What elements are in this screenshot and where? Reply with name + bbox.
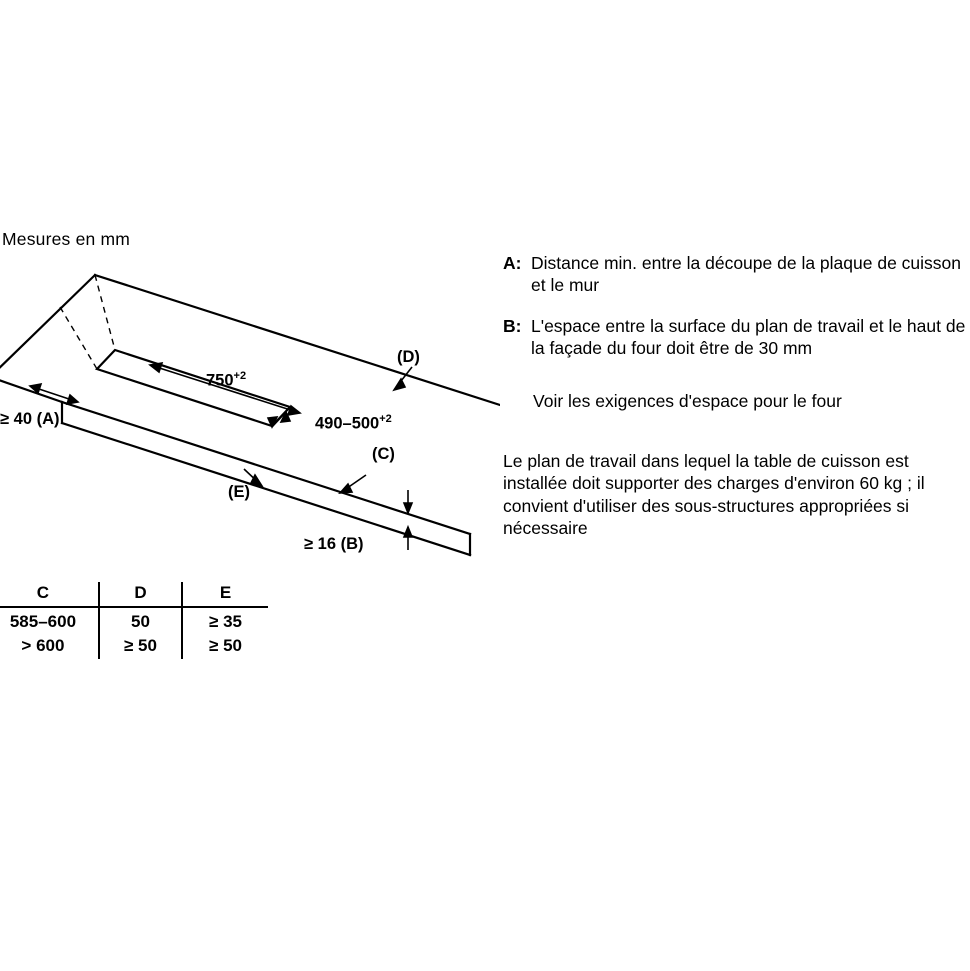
legend-item-a xyxy=(503,252,970,297)
dimension-table-wrapper xyxy=(0,582,268,659)
table-cell-c: 585–600 xyxy=(9,612,77,631)
wall-distance-label: ≥ 40 (A) xyxy=(0,410,60,428)
table-cell-d: ≥ 50 xyxy=(99,635,182,659)
legend-key-b: B: xyxy=(503,315,522,336)
dimension-table xyxy=(0,582,268,659)
callout-d-label: (D) xyxy=(397,348,420,366)
worktop-load-note: Le plan de travail dans lequel la table de cuisson est installée doit supporter des charges d'environ 60 kg ; il convient d'utiliser des sous-structures appropriées si nécessaire xyxy=(503,450,925,539)
worktop-thickness-label: ≥ 16 (B) xyxy=(304,535,364,553)
table-cell-d: 50 xyxy=(99,607,182,635)
cutout-depth-label: $490-500^{+2}$ xyxy=(315,413,392,433)
callout-e-label: (E) xyxy=(228,483,250,501)
legend-text-b: L'espace entre la surface du plan de travail et le haut de la façade du four doit être de 30 mm xyxy=(531,315,966,359)
oven-space-note: Voir les exigences d'espace pour le four xyxy=(533,390,842,411)
legend-text-a: Distance min. entre la découpe de la plaque de cuisson et le mur xyxy=(531,253,961,296)
measures-unit-note: Mesures en mm xyxy=(2,229,131,249)
table-row xyxy=(0,635,268,659)
cutout-width-label: $750^{+2}$ xyxy=(206,370,247,390)
table-header-c: C xyxy=(0,582,99,607)
table-cell-e: ≥ 35 xyxy=(209,612,242,631)
table-header-e: E xyxy=(182,582,268,607)
table-header-row xyxy=(0,582,268,607)
table-cell-e: ≥ 50 xyxy=(209,636,242,655)
legend-key-a: A: xyxy=(503,253,522,273)
legend-column xyxy=(503,252,970,540)
table-cell-c: > 600 xyxy=(21,636,65,655)
callout-c-label: (C) xyxy=(372,445,395,463)
legend-item-b xyxy=(503,315,970,360)
table-header-d: D xyxy=(99,582,182,607)
table-row xyxy=(0,607,268,635)
worktop-cutout-drawing xyxy=(0,255,500,585)
